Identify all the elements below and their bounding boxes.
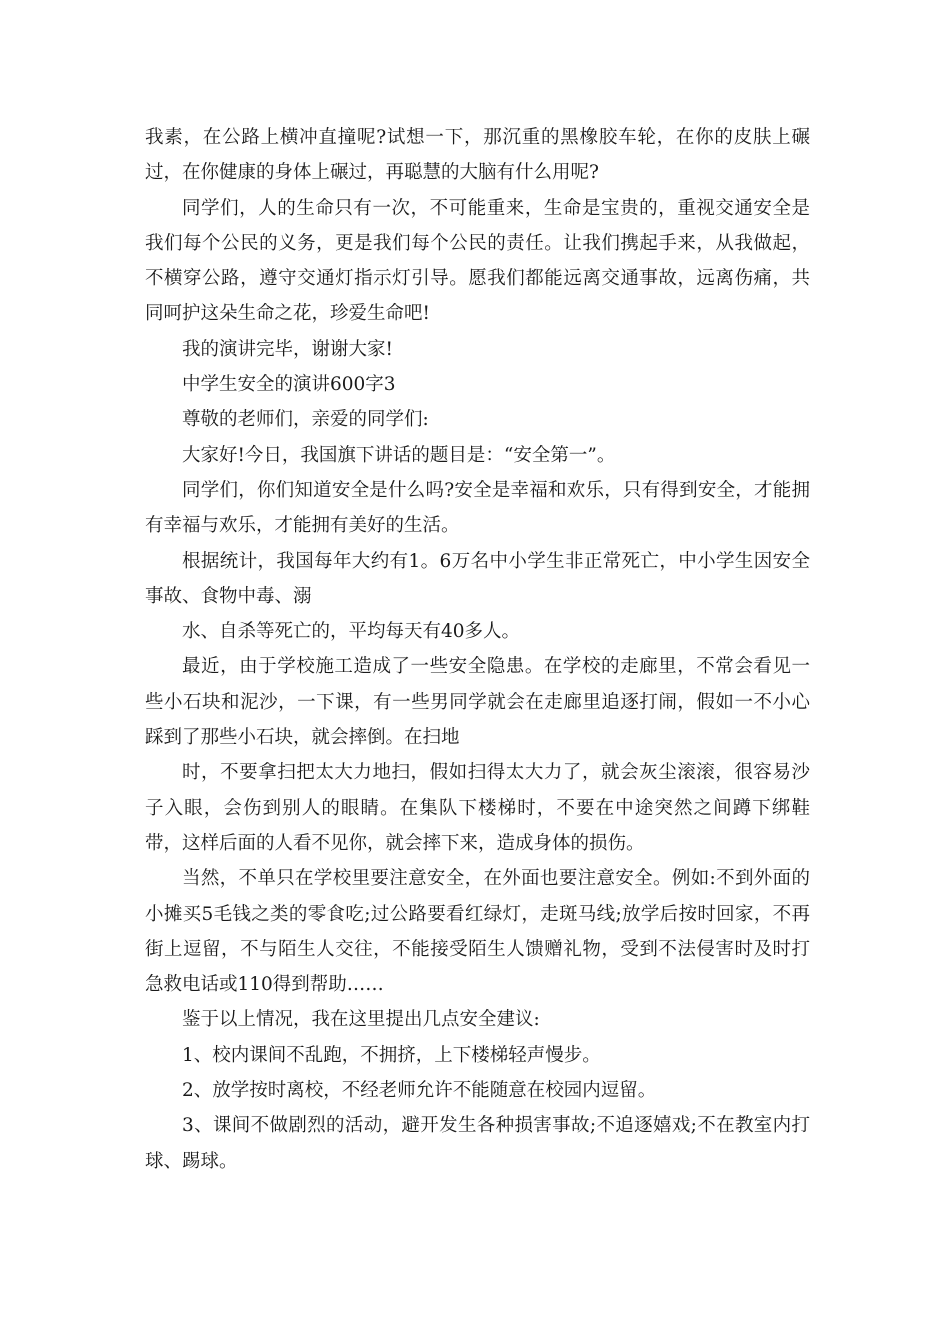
paragraph: 根据统计，我国每年大约有1。6万名中小学生非正常死亡，中小学生因安全事故、食物中毒、溺: [145, 550, 810, 607]
paragraph: 大家好!今日，我国旗下讲话的题目是：“安全第一”。: [182, 444, 616, 466]
salutation: 尊敬的老师们，亲爱的同学们:: [182, 409, 429, 431]
paragraph: 同学们，人的生命只有一次，不可能重来，生命是宝贵的，重视交通安全是我们每个公民的义务，更是我们每个公民的责任。让我们携起手来，从我做起，不横穿公路，遵守交通灯指示灯引导。愿我们都能远离交通事故，远离伤痛，共同呵护这朵生命之花，珍爱生命吧!: [145, 197, 810, 325]
document-body: [145, 120, 810, 1179]
paragraph: 最近，由于学校施工造成了一些安全隐患。在学校的走廊里，不常会看见一些小石块和泥沙，一下课，有一些男同学就会在走廊里追逐打闹，假如一不小心踩到了那些小石块，就会摔倒。在扫地: [145, 656, 810, 749]
paragraph: 时，不要拿扫把太大力地扫，假如扫得太大力了，就会灰尘滚滚，很容易沙子入眼，会伤到别人的眼睛。在集队下楼梯时，不要在中途突然之间蹲下绑鞋带，这样后面的人看不见你，就会摔下来，造成身体的损伤。: [145, 762, 810, 854]
paragraph: 我素，在公路上横冲直撞呢?试想一下，那沉重的黑橡胶车轮，在你的皮肤上碾过，在你健康的身体上碾过，再聪慧的大脑有什么用呢?: [145, 127, 810, 184]
section-title: 中学生安全的演讲600字3: [182, 374, 396, 396]
paragraph: 当然，不单只在学校里要注意安全，在外面也要注意安全。例如:不到外面的小摊买5毛钱之类的零食吃;过公路要看红绿灯，走斑马线;放学后按时回家，不再街上逗留，不与陌生人交往，不能接受陌生人馈赠礼物，受到不法侵害时及时打急救电话或110得到帮助……: [145, 868, 810, 996]
paragraph: 同学们，你们知道安全是什么吗?安全是幸福和欢乐，只有得到安全，才能拥有幸福与欢乐，才能拥有美好的生活。: [145, 479, 810, 537]
paragraph: 鉴于以上情况，我在这里提出几点安全建议:: [182, 1009, 540, 1031]
paragraph: 水、自杀等死亡的，平均每天有40多人。: [182, 621, 521, 643]
list-item: 2、放学按时离校，不经老师允许不能随意在校园内逗留。: [182, 1080, 657, 1102]
closing-line: 我的演讲完毕，谢谢大家!: [182, 338, 393, 360]
list-item: 3、课间不做剧烈的活动，避开发生各种损害事故;不追逐嬉戏;不在教室内打球、踢球。: [145, 1115, 810, 1172]
list-item: 1、校内课间不乱跑，不拥挤，上下楼梯轻声慢步。: [182, 1044, 601, 1066]
